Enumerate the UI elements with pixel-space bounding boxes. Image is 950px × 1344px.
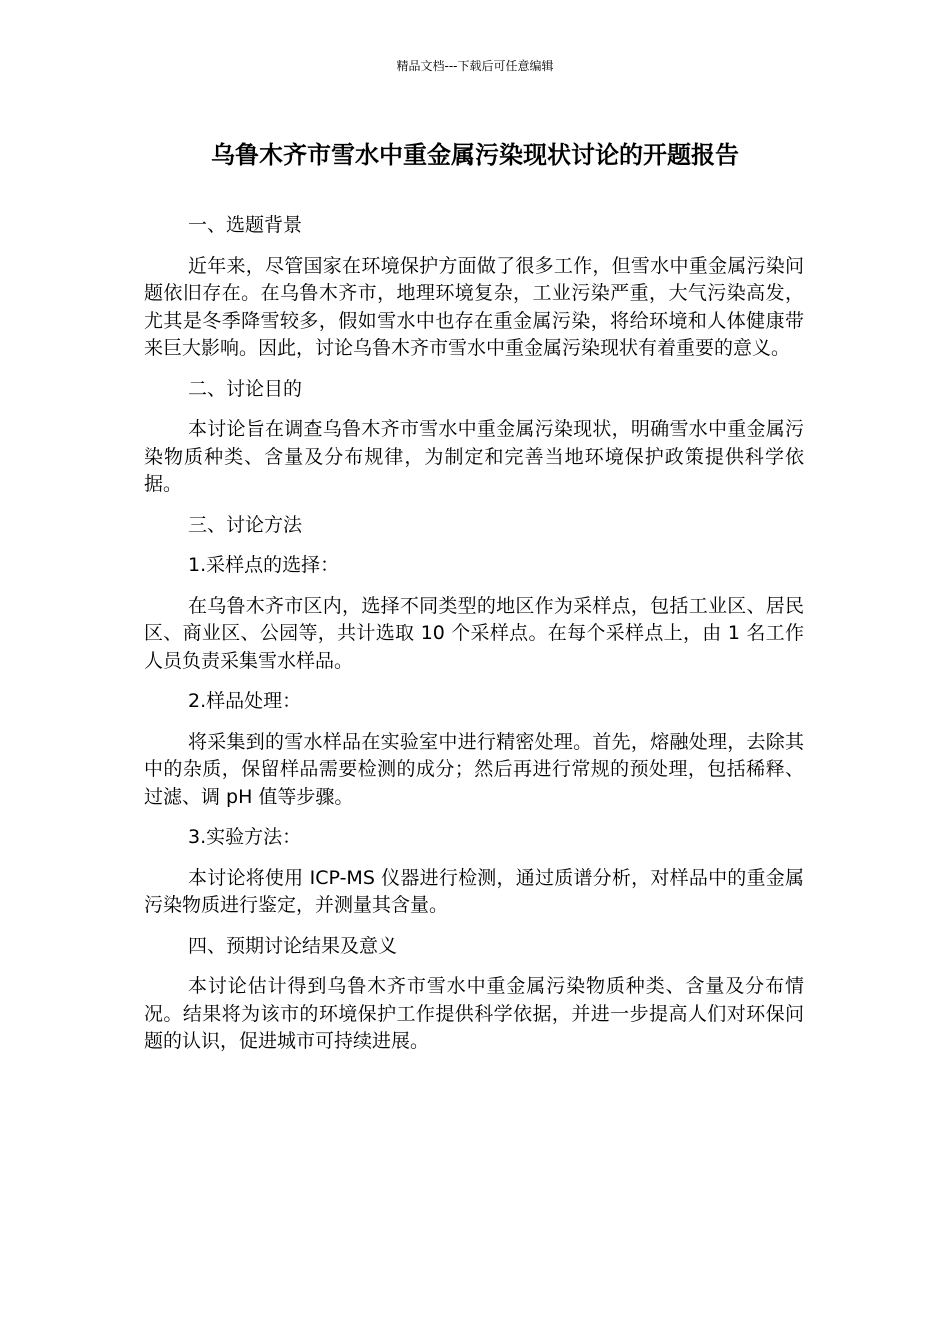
section-heading-expected-results: 四、预期讨论结果及意义 bbox=[188, 934, 398, 957]
section-heading-purpose: 二、讨论目的 bbox=[188, 377, 303, 400]
document-body bbox=[144, 212, 804, 1069]
section-heading-methods: 三、讨论方法 bbox=[188, 513, 303, 536]
subheading-experiment-method: 3.实验方法： bbox=[188, 826, 302, 848]
header-note: 精品文档---下载后可任意编辑 bbox=[396, 59, 554, 73]
paragraph-sample-processing: 将采集到的雪水样品在实验室中进行精密处理。首先，熔融处理，去除其中的杂质，保留样品需要检测的成分；然后再进行常规的预处理，包括稀释、过滤、调 pH 值等步骤。 bbox=[144, 730, 804, 808]
paragraph-sampling: 在乌鲁木齐市区内，选择不同类型的地区作为采样点，包括工业区、居民区、商业区、公园等，共计选取 10 个采样点。在每个采样点上，由 1 名工作人员负责采集雪水样品。 bbox=[144, 594, 804, 672]
document-title: 乌鲁木齐市雪水中重金属污染现状讨论的开题报告 bbox=[211, 141, 739, 169]
section-heading-background: 一、选题背景 bbox=[188, 214, 303, 236]
paragraph-purpose: 本讨论旨在调查乌鲁木齐市雪水中重金属污染现状，明确雪水中重金属污染物质种类、含量及分布规律，为制定和完善当地环境保护政策提供科学依据。 bbox=[144, 418, 804, 495]
subheading-sampling: 1.采样点的选择： bbox=[188, 554, 340, 576]
paragraph-expected-results: 本讨论估计得到乌鲁木齐市雪水中重金属污染物质种类、含量及分布情况。结果将为该市的环境保护工作提供科学依据，并进一步提高人们对环保问题的认识，促进城市可持续进展。 bbox=[144, 975, 804, 1052]
subheading-sample-processing: 2.样品处理： bbox=[188, 690, 302, 712]
paragraph-background: 近年来，尽管国家在环境保护方面做了很多工作，但雪水中重金属污染问题依旧存在。在乌鲁木齐市，地理环境复杂，工业污染严重，大气污染高发，尤其是冬季降雪较多，假如雪水中也存在重金属污染，将给环境和人体健康带来巨大影响。因此，讨论乌鲁木齐市雪水中重金属污染现状有着重要的意义。 bbox=[144, 254, 804, 359]
paragraph-experiment-method: 本讨论将使用 ICP-MS 仪器进行检测，通过质谱分析，对样品中的重金属污染物质进行鉴定，并测量其含量。 bbox=[144, 866, 804, 916]
